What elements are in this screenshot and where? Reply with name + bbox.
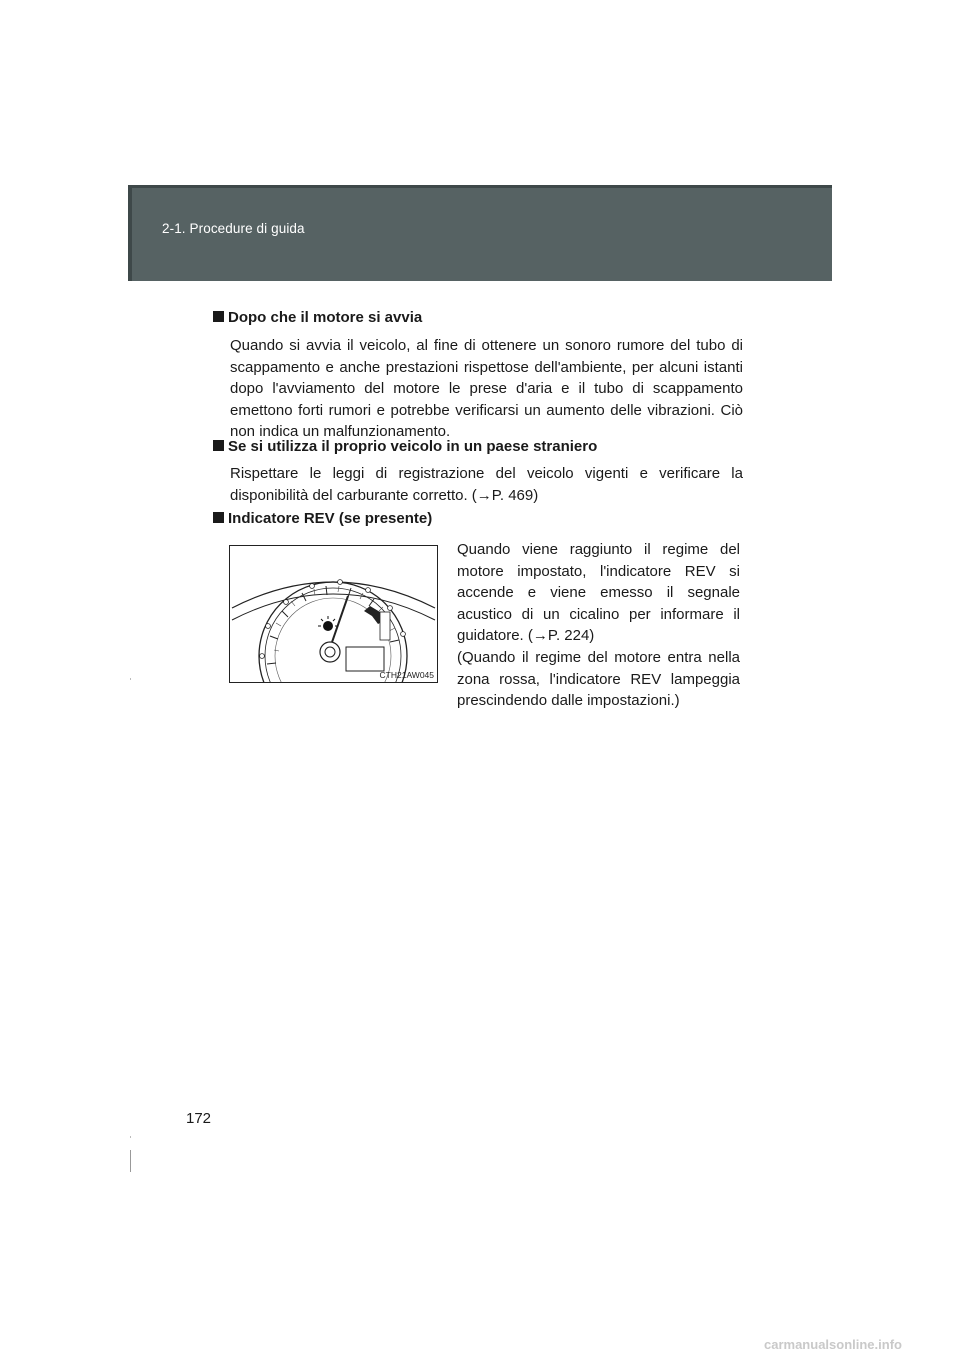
section-text-foreign-country: Rispettare le leggi di registrazione del veicolo vigenti e verificare la disponibilità del carburante corretto. (→P. 469) — [230, 465, 743, 504]
square-bullet-icon — [213, 440, 224, 451]
watermark: carmanualsonline.info — [764, 1337, 902, 1352]
margin-mark — [130, 678, 131, 680]
figure-code: CTH21AW045 — [379, 670, 434, 680]
margin-mark — [130, 1136, 131, 1138]
margin-line — [130, 1150, 131, 1172]
chapter-title: 2-1. Procedure di guida — [162, 221, 305, 236]
section-title-after-start: Dopo che il motore si avvia — [213, 309, 422, 326]
section-title-foreign-country: Se si utilizza il proprio veicolo in un paese straniero — [213, 438, 597, 455]
square-bullet-icon — [213, 512, 224, 523]
chapter-header — [128, 185, 832, 281]
section-text-after-start: Quando si avvia il veicolo, al fine di ottenere un sonoro rumore del tubo di scappamento e anche prestazioni rispettose dell'ambiente, per alcuni istanti dopo l'avviamento del motore le prese d'aria e il tubo di scappamento emettono forti rumori e potrebbe verificarsi un aumento delle vibrazioni. Ciò non indica un malfunzionamento. — [230, 337, 743, 440]
square-bullet-icon — [213, 311, 224, 322]
rev-indicator-note: (Quando il regime del motore entra nella zona rossa, l'indicatore REV lampeggia prescindendo dalle impostazioni.) — [457, 649, 740, 709]
tachometer-figure — [229, 545, 438, 683]
page-number: 172 — [186, 1110, 212, 1127]
rev-indicator-text: Quando viene raggiunto il regime del motore impostato, l'indicatore REV si accende e viene emesso il segnale acustico di un cicalino per informare il guidatore. (→P. 224) — [457, 541, 740, 644]
tachometer-rev-indicator-illustration-icon — [230, 546, 437, 682]
section-title-rev-indicator: Indicatore REV (se presente) — [213, 510, 432, 527]
